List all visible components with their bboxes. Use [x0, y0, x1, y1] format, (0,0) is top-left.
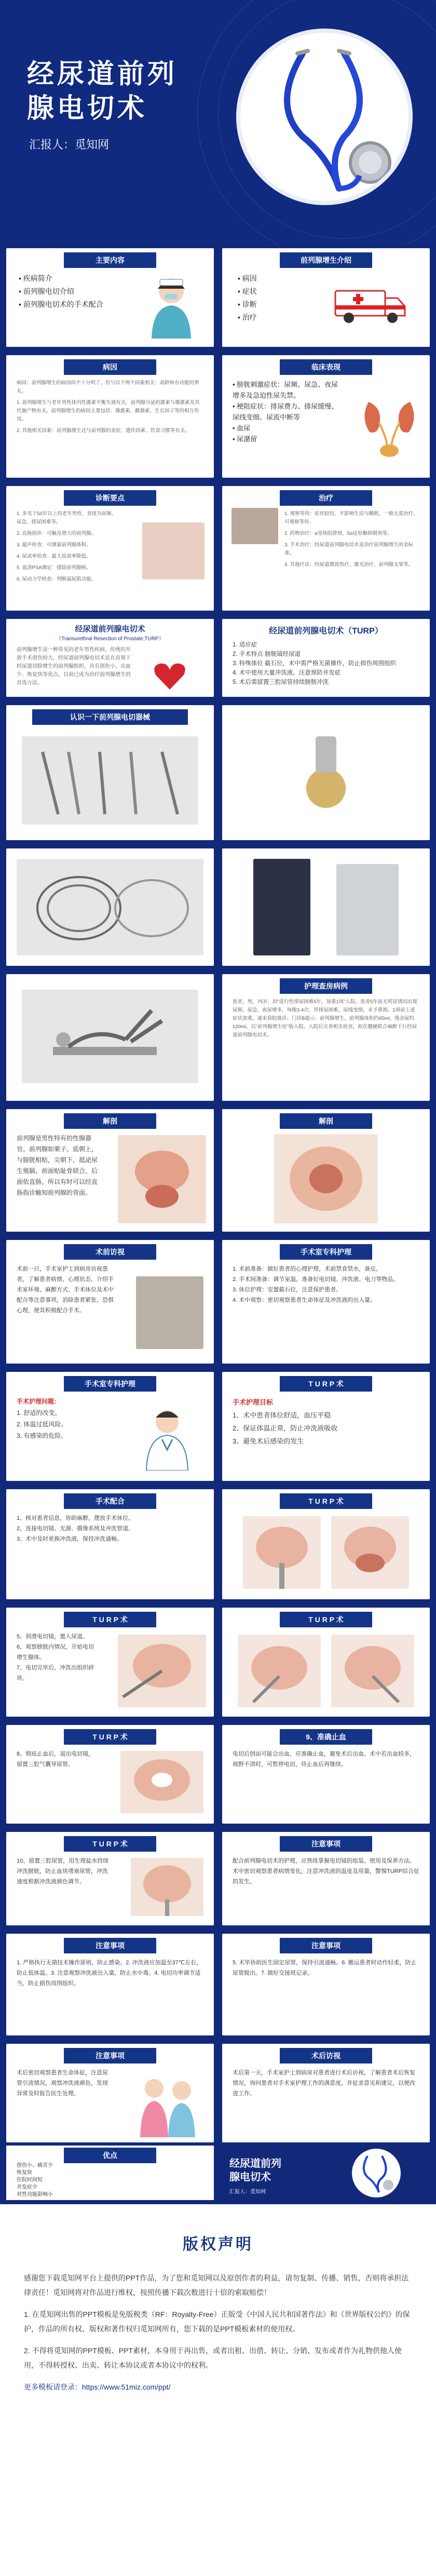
- tur-a-item: 2、保证体温正常，防止冲洗液吸收: [233, 1424, 338, 1432]
- clinical-title: 临床表现: [280, 359, 372, 375]
- advantages-item: 创伤小、痛苦少: [17, 2163, 53, 2168]
- intro-title: 前列腺增生介绍: [280, 252, 372, 268]
- intro-card: [222, 248, 430, 347]
- tur-a-item: 1、术中患者体位舒适，血压平稳: [233, 1411, 331, 1419]
- tur-a-label: 手术护理目标: [233, 1398, 274, 1406]
- treatment-photo: [231, 508, 278, 544]
- anatomy-left-body: 前列腺是男性特有的性腺器官。前列腺如栗子，底朝上，与膀胱相贴，尖朝下，抵泌尿生殖膈，前面贴耻骨联合，后面依直肠，所以有时可以经直肠指诊触知前列腺的背面。: [17, 1135, 98, 1196]
- tur-b-card: [222, 1489, 430, 1599]
- tur-c-item: 5、润滑电切镜，置入尿道。: [17, 1634, 89, 1640]
- tur-a-title: T U R P 术: [280, 1376, 372, 1392]
- notes-1-body: 配合前列腺电切术的护理，应熟练掌握电切镜的组装、使用及保养方法。术中密切观察患者病情变化，注意冲洗液的温度及用量，警惕TURP综合征的发生。: [233, 1858, 419, 1885]
- preop-visit-title: 术前访视: [64, 1244, 156, 1260]
- copyright-title: 版权声明: [183, 2236, 253, 2253]
- treatment-item: 3. 手术治疗：经尿道前列腺电切术是治疗前列腺增生的金标准。: [284, 542, 414, 556]
- etiology-para: 病因：前列腺增生的病因尚不十分明了，但与以下两个因素相关：高龄和有功能的睾丸。: [17, 380, 199, 394]
- advantages-item: 对性功能影响小: [17, 2192, 53, 2197]
- closing-reporter: 汇报人：觅知网: [229, 2189, 266, 2195]
- diagnosis-photo: [142, 522, 205, 579]
- etiology-card: [6, 355, 214, 478]
- nurse-care-item: 1. 舒适的改变。: [17, 1409, 61, 1417]
- notes-3-title: 注意事项: [280, 1938, 372, 1953]
- notes-3-card: [222, 1934, 430, 2035]
- nurse-care-title: 手术室专科护理: [64, 1376, 156, 1392]
- clinical-item: • 尿潴留: [233, 434, 342, 444]
- notes-2-card: [6, 1934, 214, 2035]
- preop-visit-photo: [136, 1276, 203, 1349]
- diagnosis-item: 5. 血清PSA测定：排除前列腺癌。: [17, 565, 91, 571]
- etiology-title: 病因: [64, 359, 156, 375]
- turp-intro-body: 前列腺增生是一种常见的老年男性疾病，传统的开放手术创伤较大，经尿道前列腺电切术是在直视下经尿道切除增生的前列腺组织，具有创伤小、出血少、恢复快等优点，目前已成为治疗前列腺增生的首选方法。: [17, 647, 131, 686]
- tur-d-image-1: [238, 1635, 321, 1707]
- tur-c-item: 7、电切完毕后，冲洗出组织碎块。: [17, 1665, 94, 1681]
- diagnosis-item: 6. 尿动力学检查：判断逼尿肌功能。: [17, 576, 97, 582]
- clinical-item: • 血尿: [233, 423, 342, 434]
- contents-title: 主要内容: [64, 252, 156, 268]
- tur-b-image-1: [243, 1516, 321, 1589]
- notes-3-body: 5. 术毕协助医生固定尿管，保持引流通畅。6. 搬运患者时动作轻柔，防止尿管脱出。7. 做好交接班记录。: [233, 1960, 417, 1976]
- anatomy-right-image: [274, 1134, 378, 1223]
- treatment-card: [222, 486, 430, 611]
- tur-b-title: T U R P 术: [280, 1493, 372, 1509]
- nurse-special-card: [222, 1240, 430, 1364]
- tur-d-card: [222, 1608, 430, 1717]
- equipment-photo-card: [222, 848, 430, 966]
- copyright-para: 1. 在觅知网出售的PPT模板是免版税类（RF：Royalty-Free）正版受《中国人民共和国著作法》和《世界版权公约》的保护，作品的所有权、版权和著作权归觅知网所有，您下载的是PPT模板素材的使用权。: [24, 2310, 410, 2333]
- notes-2-body: 1. 严格执行无菌技术操作原则，防止感染。2. 冲洗液应加温至37℃左右，防止低体温。3. 注意观察冲洗液出入量，防止水中毒。4. 电切功率调节适当，防止损伤周围组织。: [17, 1960, 202, 1987]
- preop-visit-body: 术前一日，手术室护士到病房访视患者，了解患者病情、心理状态，介绍手术室环境、麻醉方式、手术体位及术中配合等注意事项，消除患者紧张、恐惧心理，使其积极配合手术。: [17, 1266, 114, 1314]
- tur-e-body: 8、彻底止血后，退出电切镜，留置三腔气囊导尿管。: [17, 1751, 94, 1768]
- doctor-illustration: [136, 1403, 198, 1471]
- diagnosis-item: 4. 尿流率检查：最大尿流率降低。: [17, 554, 91, 559]
- diagnosis-title: 诊断要点: [64, 490, 156, 506]
- nursing-case-title: 护理查房病例: [280, 978, 372, 994]
- tur-b-image-2: [331, 1516, 409, 1589]
- anatomy-left-title: 解剖: [64, 1113, 156, 1129]
- lithotomy-illustration: [22, 990, 198, 1083]
- tur-e-title: T U R P 术: [64, 1729, 156, 1745]
- surgery-coop-title: 手术配合: [64, 1493, 156, 1509]
- copyright-link[interactable]: 更多模板请登录：https://www.51miz.com/ppt/: [24, 2383, 171, 2391]
- instrument-card: [6, 705, 214, 840]
- nurse-care-card: [6, 1372, 214, 1481]
- diagnosis-item: 2. 直肠指诊：可触及增大的前列腺。: [17, 531, 97, 536]
- tur-f-body: 10、留置三腔尿管，用生理盐水持续冲洗膀胱，防止血块堵塞尿管，冲洗速度根据冲洗液颜色调节。: [17, 1858, 109, 1885]
- nurse-special-title: 手术室专科护理: [280, 1244, 372, 1260]
- hero-banner: [0, 0, 436, 244]
- scope-photo: [284, 726, 367, 819]
- nurse-care-item: 2. 体温过低风险。: [17, 1421, 67, 1428]
- closing-card: [222, 2146, 430, 2200]
- nurses-illustration: [131, 2070, 203, 2137]
- post-visit-body: 术后第一天，手术室护士到病房对患者进行术后访视，了解患者术后恢复情况，询问患者对手术室护理工作的满意度，并征求意见和建议，以便改进工作。: [233, 2070, 415, 2097]
- hero-title: [27, 57, 178, 126]
- etiology-para: 2. 其他相关因素：前列腺增生还与前列腺的炎症、遗传因素、饮食习惯等有关。: [17, 428, 190, 434]
- turp-detail-item: 5. 术后需留置三腔尿管持续膀胱冲洗: [233, 679, 329, 685]
- intro-item: • 病因: [238, 272, 419, 285]
- hero-title-line2: 腺电切术: [27, 93, 148, 124]
- closing-stethoscope-image: [352, 2149, 401, 2197]
- nurse-care-item: 3. 有感染的危险。: [17, 1432, 67, 1439]
- nurse-care-label: 手术护理问题：: [17, 1398, 61, 1405]
- stethoscope-image: [236, 29, 413, 205]
- post-visit-card: [222, 2044, 430, 2142]
- tur-e-card: [6, 1725, 214, 1824]
- copyright-para: 感谢您下载觅知网平台上提供的PPT作品，为了您和觅知网以及原创作者的利益，请勿复制、传播、销售，否则将承担法律责任！觅知网将对作品进行维权，按照传播下载次数进行十倍的索取赔偿！: [24, 2274, 409, 2297]
- instrument-photo-card-1: [222, 705, 430, 840]
- notes-1-title: 注意事项: [280, 1836, 372, 1852]
- contents-item: • 疾病简介: [19, 272, 203, 285]
- bleeding-title: 9、准确止血: [280, 1729, 372, 1745]
- contents-card: [6, 248, 214, 347]
- surgery-coop-item: 2、连接电切镜、光源、摄像系统及冲洗管道。: [17, 1526, 134, 1532]
- advantages-item: 恢复快: [17, 2170, 32, 2176]
- heart-icon: [152, 660, 188, 692]
- anatomy-left-card: [6, 1109, 214, 1232]
- tur-c-image: [118, 1635, 206, 1707]
- closing-title-line1: 经尿道前列: [229, 2158, 281, 2169]
- tower-photo: [253, 859, 310, 955]
- contents-item: • 前列腺电切术的手术配合: [19, 298, 203, 311]
- turp-detail-item: 1. 适应症: [233, 642, 257, 648]
- treatment-item: 1. 观察等待：症状较轻，不影响生活与睡眠，一般无需治疗，可观察等待。: [284, 511, 418, 525]
- preop-visit-card: [6, 1240, 214, 1364]
- copyright-section: [0, 2204, 436, 2576]
- tur-f-title: T U R P 术: [64, 1836, 156, 1852]
- turp-intro-title: 经尿道前列腺电切术: [75, 625, 145, 633]
- surgery-coop-item: 3、术中及时更换冲洗液，保持冲洗通畅。: [17, 1536, 123, 1542]
- surgery-coop-card: [6, 1489, 214, 1599]
- nurse-special-item: 1. 术前准备：做好患者的心理护理，术前禁食禁水，备皮。: [233, 1266, 382, 1272]
- turp-detail-card: [222, 619, 430, 697]
- turp-intro-subtitle: （Transurethral Resection of Prostate,TURP）: [56, 636, 164, 642]
- advantages-item: 住院时间短: [17, 2177, 43, 2183]
- advantages-card: [6, 2146, 214, 2200]
- tur-f-card: [6, 1832, 214, 1925]
- turp-detail-title: 经尿道前列腺电切术（TURP）: [269, 627, 383, 636]
- nurse-special-item: 4. 术中观察：密切观察患者生命体征及冲洗液的出入量。: [233, 1297, 376, 1303]
- notes-4-card: [6, 2044, 214, 2142]
- post-visit-title: 术后访视: [280, 2048, 372, 2064]
- tur-e-image: [120, 1751, 203, 1813]
- advantages-item: 并发症少: [17, 2184, 37, 2190]
- turp-detail-item: 4. 术中使用大量冲洗液，注意预防并发症: [233, 670, 341, 676]
- bleeding-card: [222, 1725, 430, 1824]
- tur-a-item: 3、避免术后感染的发生: [233, 1437, 304, 1445]
- clinical-item: • 梗阻症状：排尿费力、排尿缓慢、尿线变细、尿流中断等: [233, 401, 342, 423]
- notes-4-body: 术后密切观察患者生命体征，注意尿管引流情况，观察冲洗液颜色，发现异常及时报告医生处理。: [17, 2070, 108, 2097]
- intro-item: • 治疗: [238, 311, 419, 324]
- etiology-para: 1. 前列腺增生与老年男性体内性激素平衡失调有关，前列腺分泌的激素与雄激素及其代谢产物有关。前列腺增生的病因主要包括：雄激素、雌激素、生长因子等的相互作用。: [17, 400, 200, 422]
- tur-c-card: [6, 1608, 214, 1717]
- nursing-case-card: [222, 974, 430, 1101]
- anatomy-left-image: [118, 1135, 206, 1223]
- position-photo-card: [6, 974, 214, 1101]
- anatomy-right-card: [222, 1109, 430, 1232]
- hero-reporter: 汇报人：觅知网: [29, 138, 110, 151]
- nurse-illustration: [140, 271, 202, 339]
- anatomy-right-title: 解剖: [280, 1113, 372, 1129]
- turp-detail-item: 3. 特殊体位 截石位，术中需严格无菌操作，防止损伤周围组织: [233, 660, 396, 667]
- nursing-case-body: 患者，男，75岁，因“进行性排尿困难5年，加重1周”入院。患者5年前无明显诱因出现尿频、尿急、夜尿增多，每晚3-4次，伴排尿困难、尿线变细，未予重视。1周前上述症状加重，遂来我院就诊。门诊B超示：前列腺增生，前列腺体积约65ml，残余尿约120ml。以“前列腺增生症”收入院。入院后完善相关检查，拟在腰硬联合麻醉下行经尿道前列腺电切术。: [233, 999, 417, 1038]
- treatment-item: 4. 其他疗法：经尿道微波热疗、激光治疗、前列腺支架等。: [284, 562, 414, 568]
- ambulance-illustration: [331, 279, 409, 326]
- kidney-illustration: [358, 392, 420, 459]
- tur-c-item: 6、观察膀胱内情况，开始电切增生腺体。: [17, 1644, 94, 1661]
- cable-photo: [17, 859, 203, 955]
- tur-f-image: [131, 1858, 203, 1916]
- cable-photo-card: [6, 848, 214, 966]
- tur-a-card: [222, 1372, 430, 1481]
- nurse-special-item: 3. 体位护理：安置截石位，注意保护患者。: [233, 1287, 342, 1293]
- diagnosis-item: 1. 多见于50岁以上的老年男性，表现为尿频、尿急、排尿困难等。: [17, 511, 117, 525]
- intro-item: • 症状: [238, 285, 419, 298]
- bleeding-body: 电切后创面可能会出血，应准确止血，避免术后出血。术中若出血较多，视野不清时，可暂停电切，待止血后再继续。: [233, 1751, 415, 1768]
- surgery-coop-item: 1、核对患者信息，协助麻醉，摆放手术体位。: [17, 1515, 134, 1521]
- intro-item: • 诊断: [238, 298, 419, 311]
- diagnosis-item: 3. 超声检查：可测量前列腺体积。: [17, 542, 91, 548]
- contents-item: • 前列腺电切介绍: [19, 285, 203, 298]
- clinical-item: • 膀胱刺激症状：尿频、尿急、夜尿增多及急迫性尿失禁。: [233, 379, 342, 401]
- treatment-item: 2. 药物治疗：α受体阻滞剂、5α还原酶抑制剂等。: [284, 531, 392, 536]
- tur-d-title: T U R P 术: [280, 1612, 372, 1627]
- diagnosis-card: [6, 486, 214, 611]
- advantages-title: 优点: [64, 2148, 156, 2163]
- treatment-title: 治疗: [280, 490, 372, 506]
- nurse-special-item: 2. 手术间准备：调节室温，准备好电切镜、冲洗液、电刀等物品。: [233, 1276, 399, 1283]
- tur-d-image-2: [331, 1635, 414, 1707]
- clinical-card: [222, 355, 430, 478]
- turp-intro-card: [6, 619, 214, 697]
- notes-1-card: [222, 1832, 430, 1925]
- notes-2-title: 注意事项: [64, 1938, 156, 1953]
- instrument-title: 认识一下前列腺电切器械: [32, 709, 188, 725]
- instrument-photo: [22, 736, 198, 825]
- hero-title-line1: 经尿道前列: [27, 59, 178, 89]
- monitor-photo: [336, 864, 399, 955]
- notes-4-title: 注意事项: [64, 2048, 156, 2064]
- tur-c-title: T U R P 术: [64, 1612, 156, 1627]
- advantages-row: [6, 2146, 430, 2200]
- closing-title-line2: 腺电切术: [229, 2172, 271, 2183]
- turp-detail-item: 2. 手术特点 膀胱镜经尿道: [233, 651, 301, 657]
- copyright-para: 2. 不得将觅知网的PPT模板、PPT素材，本身用于再出售，或者出租、出借、转让、分销、发布或者作为礼物供他人使用，不得转授权、出卖、转让本协议或者本协议中的权利。: [24, 2346, 402, 2369]
